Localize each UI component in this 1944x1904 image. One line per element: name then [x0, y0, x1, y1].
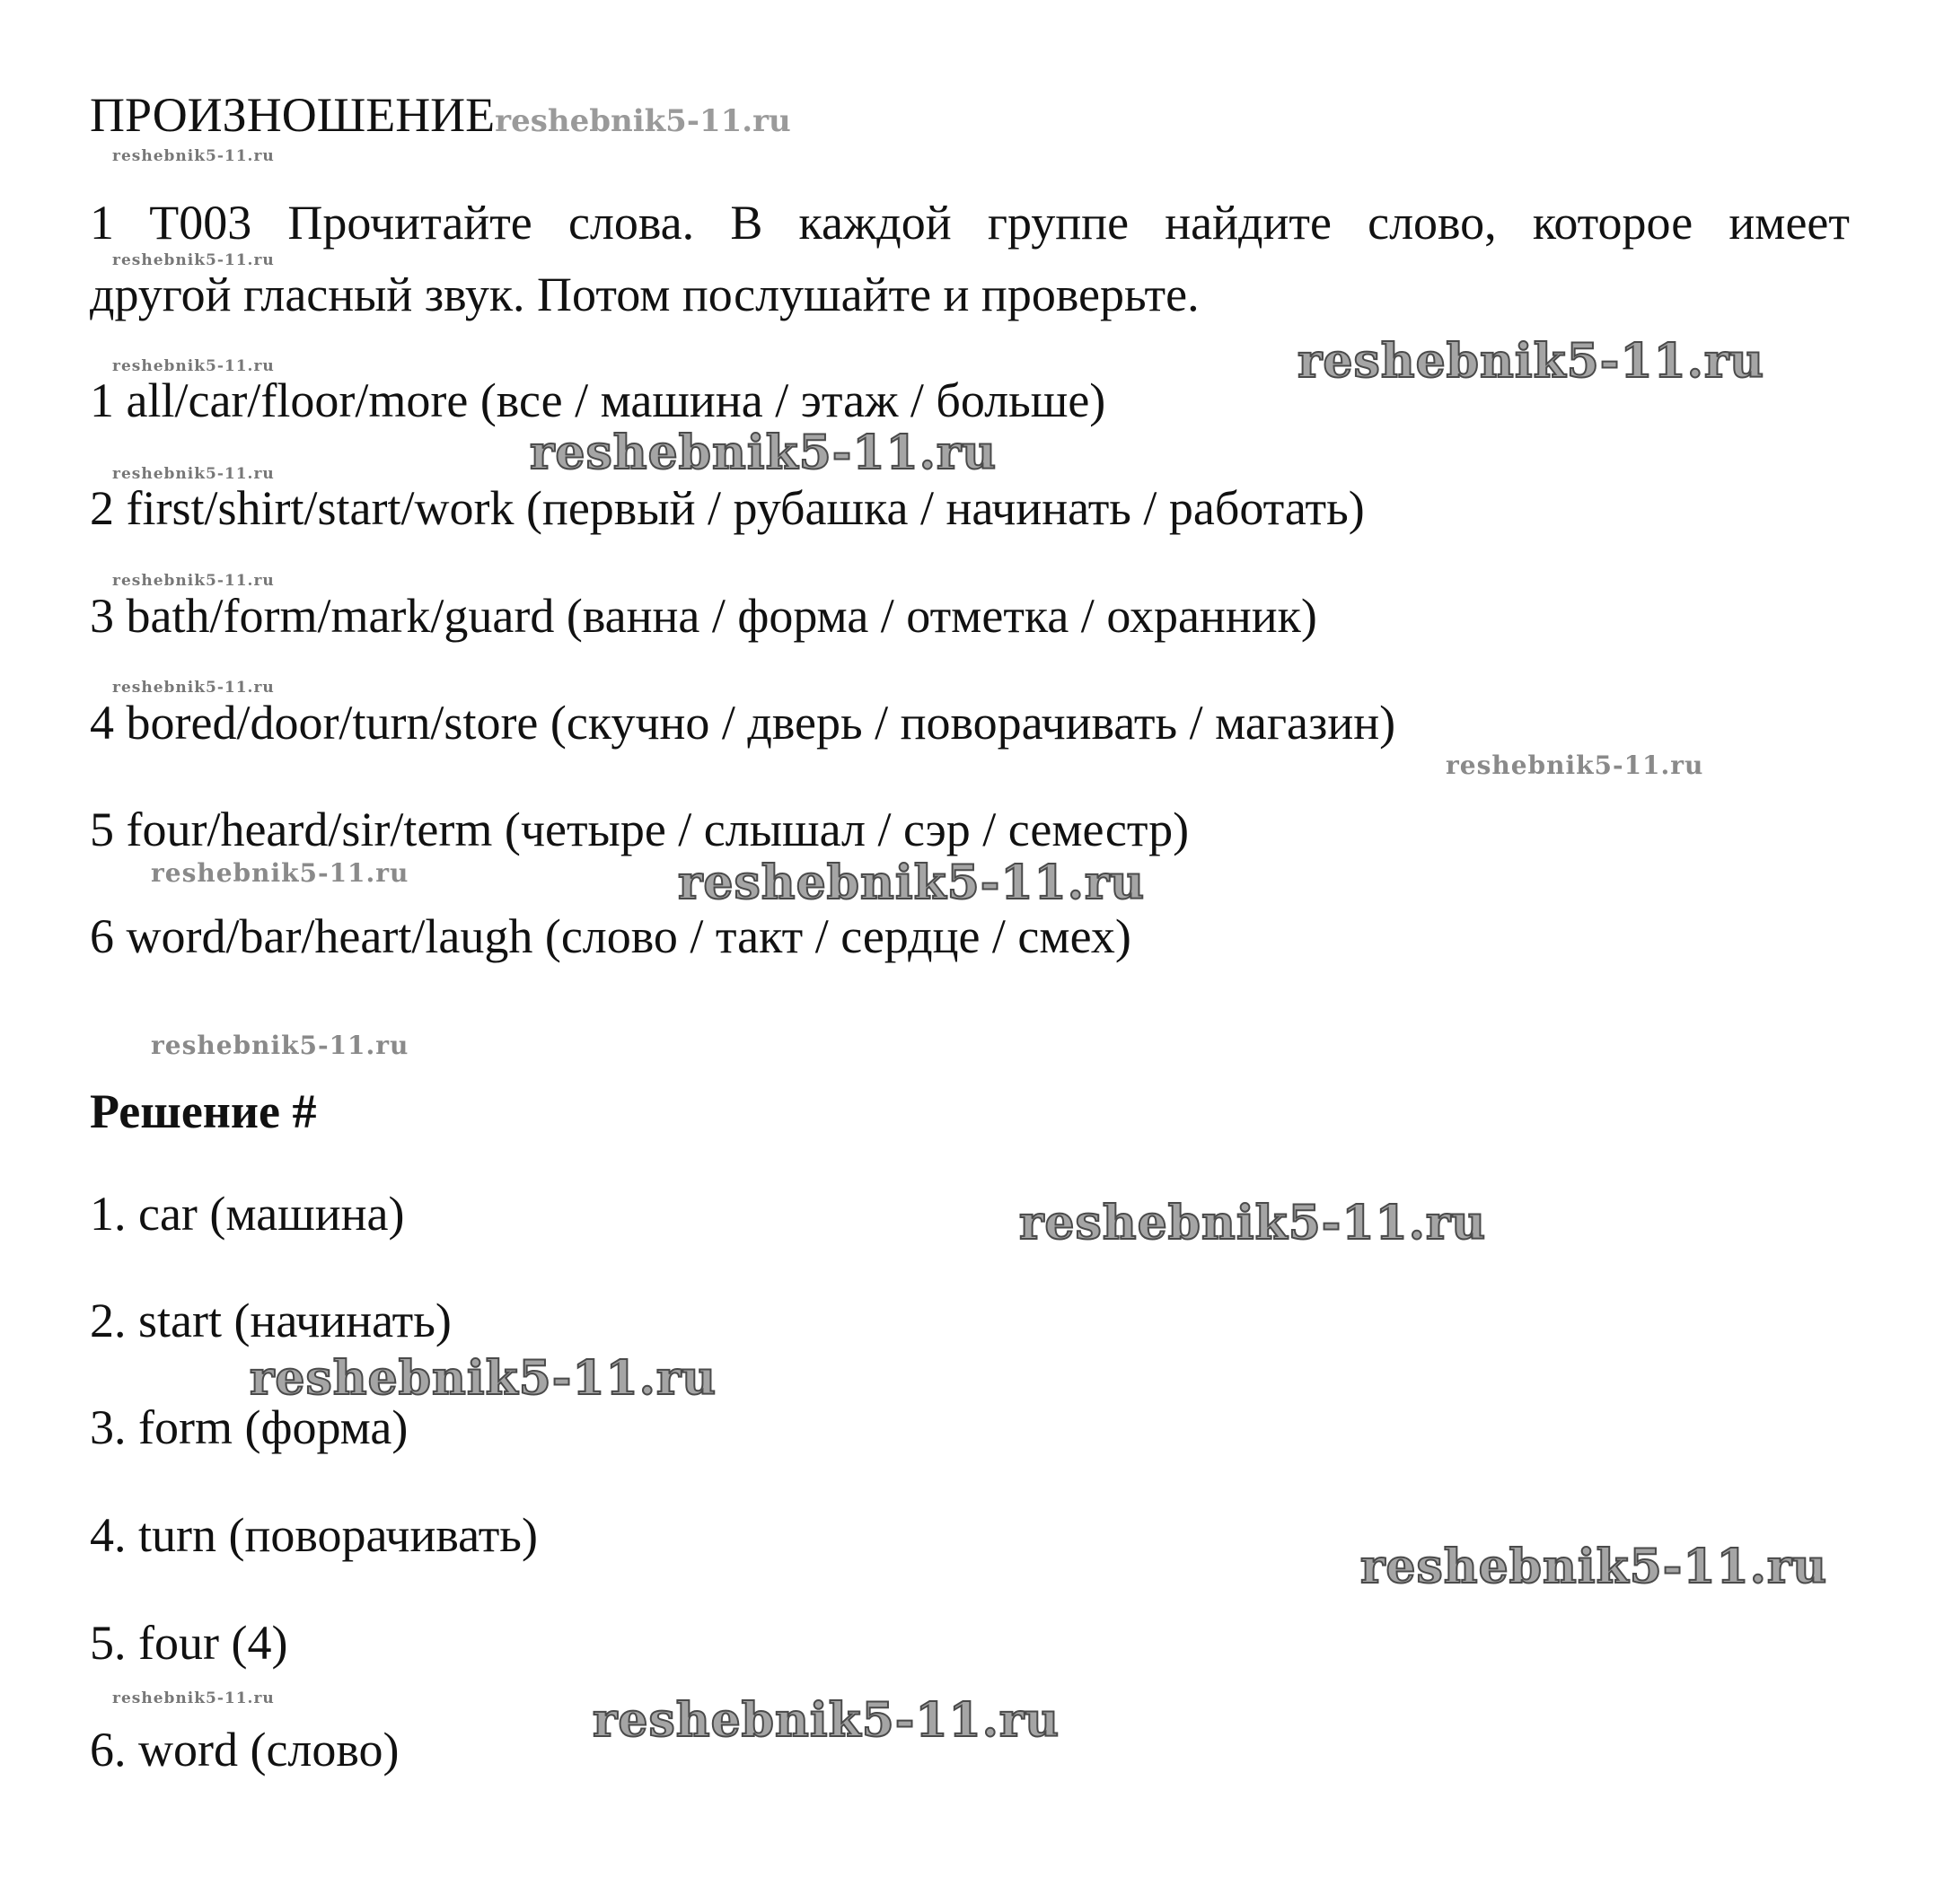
answer-6: 6. word (слово) — [90, 1723, 400, 1777]
word-group-4: 4 bored/door/turn/store (скучно / дверь / поворачивать / магазин) — [90, 696, 1396, 750]
watermark: reshebnik5-11.ru — [112, 251, 275, 269]
watermark: reshebnik5-11.ru — [1019, 1196, 1487, 1250]
watermark: reshebnik5-11.ru — [250, 1351, 717, 1406]
watermark: reshebnik5-11.ru — [112, 679, 275, 697]
watermark: reshebnik5-11.ru — [112, 572, 275, 590]
heading-title: ПРОИЗНОШЕНИЕ — [90, 88, 496, 142]
answer-3: 3. form (форма) — [90, 1400, 409, 1454]
word-group-1: 1 all/car/floor/more (все / машина / этаж / больше) — [90, 373, 1106, 427]
answer-2: 2. start (начинать) — [90, 1294, 452, 1347]
word-group-2: 2 first/shirt/start/work (первый / рубашка / начинать / работать) — [90, 481, 1365, 535]
watermark: reshebnik5-11.ru — [1360, 1540, 1828, 1594]
watermark: reshebnik5-11.ru — [112, 1689, 275, 1707]
answer-5: 5. four (4) — [90, 1616, 288, 1670]
watermark: reshebnik5-11.ru — [112, 465, 275, 483]
watermark: reshebnik5-11.ru — [1446, 750, 1704, 780]
answer-4: 4. turn (поворачивать) — [90, 1508, 538, 1562]
word-group-6: 6 word/bar/heart/laugh (слово / такт / сердце / смех) — [90, 909, 1131, 963]
heading-watermark: reshebnik5-11.ru — [495, 103, 791, 139]
answer-1: 1. car (машина) — [90, 1187, 405, 1241]
watermark: reshebnik5-11.ru — [151, 858, 409, 888]
watermark: reshebnik5-11.ru — [151, 1031, 409, 1060]
solution-title: Решение # — [90, 1084, 317, 1138]
watermark: reshebnik5-11.ru — [593, 1693, 1060, 1748]
watermark: reshebnik5-11.ru — [678, 855, 1146, 910]
word-group-5: 5 four/heard/sir/term (четыре / слышал / сэр / семестр) — [90, 803, 1190, 856]
watermark: reshebnik5-11.ru — [112, 147, 275, 165]
task-instruction-line-1: 1 T003 Прочитайте слова. В каждой группе найдите слово, которое имеет — [90, 196, 1850, 250]
watermark: reshebnik5-11.ru — [530, 426, 998, 480]
task-instruction-line-2: другой гласный звук. Потом послушайте и проверьте. — [90, 268, 1200, 321]
watermark: reshebnik5-11.ru — [1297, 334, 1765, 389]
page-heading — [90, 88, 791, 148]
watermark: reshebnik5-11.ru — [112, 357, 275, 375]
word-group-3: 3 bath/form/mark/guard (ванна / форма / отметка / охранник) — [90, 589, 1317, 643]
